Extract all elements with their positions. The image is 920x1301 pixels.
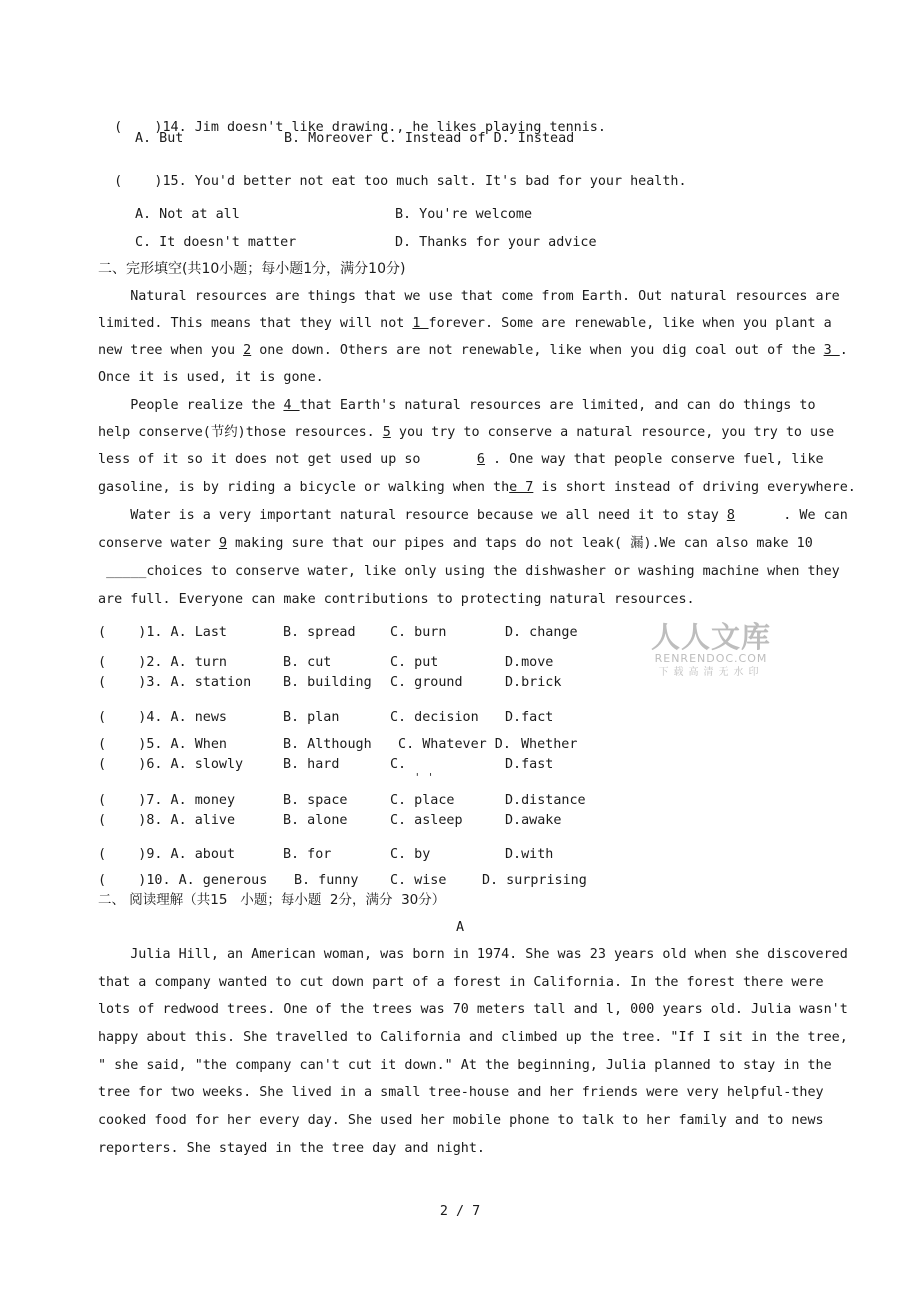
passage-line: tree for two weeks. She lived in a small tree-house and her friends were very helpful-they [98,1085,824,1100]
passage-line: Once it is used, it is gone. [98,370,324,385]
blank-6: 6 [476,452,485,467]
choice-a: ( )2. A. turn [98,655,227,670]
passage-line [98,564,840,580]
passage-line [98,480,856,496]
watermark-logo [646,622,776,680]
answer-paren: ( ) [114,120,163,135]
watermark-domain: RENRENDOC.COM [654,652,768,665]
text: . One way that people conserve fuel, like [484,452,824,467]
stray-mark: ' ' [414,771,434,784]
choice-c: C. place [390,793,455,808]
choice-b: B. space [283,793,348,808]
choice-row-6 [98,757,243,773]
blank-2: 2 [243,343,252,358]
choice-d: D.fast [505,757,554,772]
passage-line [98,452,824,468]
choice-c: C. asleep [390,813,463,828]
choice-c: C. by [390,847,431,862]
choice-row-3 [98,675,251,691]
choice-d: D.with [505,847,554,862]
text: less of it so it does not get used up so [98,452,477,467]
question-15 [98,158,687,190]
passage-line: are full. Everyone can make contributions to protecting natural resources. [98,592,695,607]
choice-row-5 [98,737,227,753]
text: you try to conserve a natural resource, you try to use [390,425,835,440]
passage-line [98,508,848,524]
text: new tree when you [98,343,244,358]
text: that Earth's natural resources are limited, and can do things to [299,398,816,413]
choice-c: C. wise [390,873,447,888]
choice-c: C. Whatever D. [390,737,511,752]
choice-c: C. [390,757,407,772]
q15-option-d: D. Thanks for your advice [395,235,597,250]
text: forever. Some are renewable, like when you plant a [428,316,832,331]
q15-option-b: B. You're welcome [395,207,533,222]
choice-a: ( )5. A. When [98,737,227,752]
passage-line: Natural resources are things that we use that come from Earth. Out natural resources are [98,289,840,304]
text: is short instead of driving everywhere. [533,480,856,495]
choice-d: D.distance [505,793,586,808]
choice-a: ( )3. A. station [98,675,252,690]
choice-row-9 [98,847,235,863]
choice-row-4 [98,710,227,726]
choice-b: B. funny [294,873,359,888]
blank-7: e 7 [509,480,534,495]
question-stem: 15. You'd better not eat too much salt. It's bad for your health. [162,174,687,189]
choice-b: B. cut [283,655,332,670]
text: . We can [734,508,848,523]
text: choices to conserve water, like only using the dishwasher or washing machine when they [146,564,840,579]
passage-line [98,425,834,441]
text: . [839,343,848,358]
choice-a: ( )1. A. Last [98,625,227,640]
choice-b: B. spread [283,625,356,640]
choice-a: ( )4. A. news [98,710,227,725]
q15-option-a: A. Not at all [135,207,240,222]
choice-a: ( )8. A. alive [98,813,236,828]
passage-line: that a company wanted to cut down part of a forest in California. In the forest there were [98,975,824,990]
choice-a: ( )7. A. money [98,793,236,808]
watermark-title: 人人文库 [650,620,771,654]
choice-a: ( )10. A. generous [98,873,268,888]
blank-8: 8 [726,508,735,523]
choice-b: B. for [283,847,332,862]
passage-line: happy about this. She travelled to California and climbed up the tree. "If I sit in the tree, [98,1030,848,1045]
choice-d: D. surprising [482,873,587,888]
blank-10: _____ [106,564,147,579]
choice-d: Whether [521,737,578,752]
choice-row-10 [98,873,267,889]
choice-d: D.fact [505,710,554,725]
choice-c: C. decision [390,710,479,725]
blank-9: 9 [218,536,227,551]
section-2-title: 二、完形填空(共10小题；每小题1分，满分10分) [98,261,406,277]
q14-option-a: A. But [135,131,184,146]
choice-d: D. change [505,625,578,640]
passage-line [98,316,832,332]
choice-c: C. ground [390,675,463,690]
choice-row-7 [98,793,235,809]
text: gasoline, is by riding a bicycle or walking when th [98,480,510,495]
blank-1: 1 [412,316,429,331]
choice-b: B. plan [283,710,340,725]
passage-line: Julia Hill, an American woman, was born in 1974. She was 23 years old when she discovered [98,947,848,962]
text: help conserve(节约)those resources. [98,425,383,440]
blank-5: 5 [382,425,391,440]
choice-b: B. Although [283,737,372,752]
q15-option-c: C. It doesn't matter [135,235,297,250]
q14-option-bcd: B. Moreover C. Instead of D. Instead [284,131,575,146]
choice-c: C. burn [390,625,447,640]
text [98,564,106,579]
text: limited. This means that they will not [98,316,413,331]
passage-line: reporters. She stayed in the tree day and night. [98,1141,485,1156]
answer-paren: ( ) [114,174,163,189]
passage-line [98,398,816,414]
text: one down. Others are not renewable, like when you dig coal out of the [251,343,824,358]
choice-d: D.brick [505,675,562,690]
choice-c: C. put [390,655,439,670]
passage-line [98,536,813,552]
choice-a: ( )6. A. slowly [98,757,244,772]
choice-a: ( )9. A. about [98,847,236,862]
section-3-title: 二、 阅读理解（共15 小题；每小题 2分，满分 30分） [98,892,446,908]
choice-d: D.move [505,655,554,670]
passage-line: lots of redwood trees. One of the trees was 70 meters tall and l, 000 years old. Julia wasn't [98,1002,848,1017]
passage-line [98,343,848,359]
choice-b: B. alone [283,813,348,828]
text: Water is a very important natural resource because we all need it to stay [98,508,727,523]
blank-4: 4 [283,398,300,413]
choice-d: D.awake [505,813,562,828]
choice-row-8 [98,813,235,829]
page-number: 2 / 7 [439,1204,481,1219]
choice-b: B. building [283,675,372,690]
text: making sure that our pipes and taps do not leak( 漏).We can also make 10 [227,536,813,551]
passage-line: " she said, "the company can't cut it down." At the beginning, Julia planned to stay in the [98,1058,832,1073]
watermark-slogan: 下载高清无水印 [658,667,764,678]
passage-line: cooked food for her every day. She used her mobile phone to talk to her family and to news [98,1113,824,1128]
question-stem: 14. Jim doesn't like drawing., he likes playing tennis. [162,120,606,135]
choice-b: B. hard [283,757,340,772]
blank-3: 3 [823,343,840,358]
text: People realize the [98,398,284,413]
text: conserve water [98,536,219,551]
passage-label: A [455,920,465,935]
choice-row-2 [98,655,227,671]
choice-row-1 [98,625,227,641]
